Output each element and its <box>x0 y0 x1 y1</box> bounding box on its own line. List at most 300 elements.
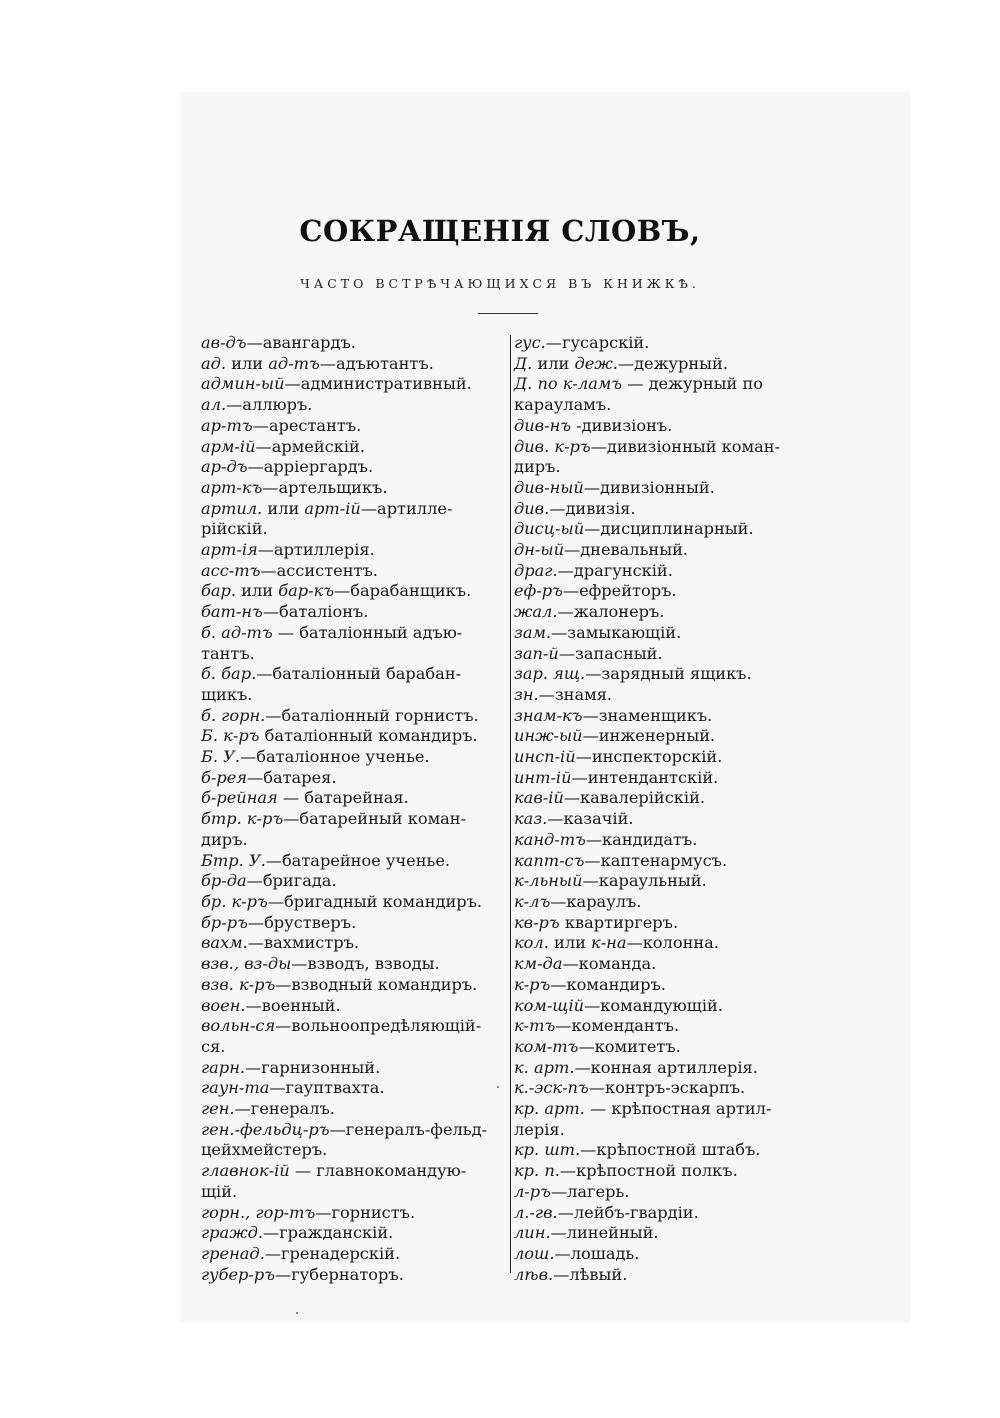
entry-separator: - <box>571 415 582 435</box>
entry-separator: — <box>550 974 567 994</box>
entry-definition: гауптвахта. <box>285 1078 385 1098</box>
entry-abbreviation: б-рейная <box>201 788 278 808</box>
glossary-entry <box>201 933 509 954</box>
glossary-entry <box>201 664 509 705</box>
entry-continuation: тантъ. <box>201 643 255 663</box>
entry-definition: главнокомандую- <box>316 1161 467 1181</box>
glossary-entry <box>514 1037 824 1058</box>
entry-separator: — <box>571 767 588 787</box>
entry-abbreviation: губер-ръ <box>201 1264 276 1284</box>
entry-separator: — <box>263 1223 280 1243</box>
entry-separator: — <box>582 726 599 746</box>
entry-definition: инспекторскій. <box>591 747 723 767</box>
entry-separator: — <box>562 954 579 974</box>
entry-definition: лагерь. <box>567 1181 630 1201</box>
entry-abbreviation: зн. <box>514 684 539 704</box>
entry-continuation: рійскій. <box>201 519 268 539</box>
entry-separator: — <box>334 581 351 601</box>
entry-abbreviation: кр. арт. <box>514 1099 585 1119</box>
entry-definition: гренадерскій. <box>281 1243 401 1263</box>
page-title: СОКРАЩЕНІЯ СЛОВЪ, <box>299 214 701 248</box>
glossary-entry <box>201 602 509 623</box>
entry-separator: — <box>584 850 601 870</box>
entry-abbreviation: б. горн. <box>201 705 266 725</box>
entry-separator: — <box>272 622 300 642</box>
entry-separator: — <box>585 664 602 684</box>
entry-abbreviation: км-да <box>514 954 563 974</box>
entry-definition: барабанщикъ. <box>350 581 472 601</box>
entry-definition: лошадь. <box>570 1243 640 1263</box>
glossary-entry <box>201 437 509 458</box>
entry-continuation: лерія. <box>514 1119 565 1139</box>
entry-separator: — <box>558 643 575 663</box>
glossary-entry <box>201 954 509 975</box>
entry-separator: — <box>267 891 285 911</box>
glossary-entry <box>201 354 509 375</box>
entry-abbreviation: гаун-та <box>201 1078 270 1098</box>
entry-separator: — <box>563 788 580 808</box>
entry-definition: кавалерійскій. <box>580 788 706 808</box>
entry-definition: артилле- <box>377 498 453 518</box>
entry-definition: аллюръ. <box>242 395 313 415</box>
entry-separator: — <box>588 1078 605 1098</box>
glossary-entry <box>514 540 824 561</box>
entry-separator: — <box>557 1202 574 1222</box>
glossary-entry <box>201 581 509 602</box>
glossary-entry <box>201 374 509 395</box>
entry-separator: — <box>319 353 336 373</box>
entry-abbreviation: ар-дъ <box>201 457 248 477</box>
entry-abbreviation: к-лъ <box>514 891 551 911</box>
glossary-entry <box>514 664 824 685</box>
print-speck <box>296 1312 298 1314</box>
glossary-entry <box>201 726 509 747</box>
right-column <box>514 333 824 1285</box>
entry-abbreviation: б-рея <box>201 767 248 787</box>
entry-definition: конная артиллерія. <box>590 1057 758 1077</box>
entry-abbreviation-alt: деж. <box>574 353 618 373</box>
glossary-entry <box>514 644 824 665</box>
glossary-entry <box>201 623 509 664</box>
glossary-entry <box>514 706 824 727</box>
entry-separator: — <box>575 747 592 767</box>
entry-definition: артельщикъ. <box>278 477 388 497</box>
entry-abbreviation: ком-тъ <box>514 1036 579 1056</box>
entry-definition: баталіонный барабан- <box>272 664 462 684</box>
glossary-entry <box>201 1265 509 1286</box>
entry-abbreviation: канд-тъ <box>514 829 586 849</box>
entry-abbreviation: взв. к-ръ <box>201 974 276 994</box>
entry-definition: каптенармусъ. <box>600 850 728 870</box>
entry-separator: — <box>585 829 603 849</box>
glossary-entry <box>514 1265 824 1286</box>
glossary-entry <box>201 851 509 872</box>
entry-separator: — <box>247 767 264 787</box>
entry-abbreviation: арт-къ <box>201 477 263 497</box>
entry-separator: — <box>284 374 301 394</box>
glossary-entry <box>201 913 509 934</box>
entry-definition: батарейное ученье. <box>281 850 451 870</box>
entry-separator: — <box>265 850 282 870</box>
entry-definition: или <box>241 581 279 601</box>
entry-abbreviation-alt: ад-тъ <box>268 353 320 373</box>
glossary-entry <box>514 354 824 375</box>
entry-definition: арріергардъ. <box>263 457 374 477</box>
glossary-entry <box>201 540 509 561</box>
glossary-entry <box>201 1099 509 1120</box>
glossary-entry <box>201 747 509 768</box>
entry-separator: — <box>584 1099 612 1119</box>
entry-separator: — <box>578 1036 595 1056</box>
entry-definition: дневальный. <box>580 540 689 560</box>
glossary-entry <box>514 747 824 768</box>
glossary-entry <box>201 996 509 1017</box>
glossary-entry <box>201 478 509 499</box>
entry-definition: дивизіонъ. <box>581 415 673 435</box>
entry-definition: или <box>267 498 305 518</box>
entry-separator: — <box>626 933 643 953</box>
page-subtitle: ЧАСТО ВСТРѢЧАЮЩИХСЯ ВЪ КНИЖКѢ. <box>300 276 700 291</box>
entry-abbreviation: бр-да <box>201 871 247 891</box>
entry-abbreviation: ген.-фельдц-ръ <box>201 1119 330 1139</box>
glossary-entry <box>201 561 509 582</box>
entry-abbreviation: Бтр. У. <box>201 850 266 870</box>
entry-separator: — <box>538 684 555 704</box>
glossary-entry <box>514 416 824 437</box>
entry-continuation: щій. <box>201 1181 238 1201</box>
entry-separator: — <box>550 1181 568 1201</box>
entry-separator: — <box>547 809 564 829</box>
glossary-entry <box>201 1120 509 1161</box>
entry-abbreviation: бр-ръ <box>201 912 248 932</box>
entry-definition: гарнизонный. <box>261 1057 381 1077</box>
entry-definition: контръ-эскарпъ. <box>604 1078 746 1098</box>
glossary-entry <box>514 333 824 354</box>
entry-abbreviation: драг. <box>514 560 558 580</box>
entry-abbreviation: знам-къ <box>514 705 583 725</box>
glossary-entry <box>514 561 824 582</box>
entry-definition: взводъ, взводы. <box>307 954 440 974</box>
entry-definition: гражданскій. <box>279 1223 394 1243</box>
glossary-entry <box>201 975 509 996</box>
glossary-entry <box>514 1161 824 1182</box>
entry-definition: взводный командиръ. <box>291 974 478 994</box>
glossary-entry <box>514 996 824 1017</box>
entry-abbreviation: гражд. <box>201 1223 263 1243</box>
entry-separator: — <box>234 1099 251 1119</box>
entry-abbreviation: див. к-ръ <box>514 436 591 456</box>
glossary-entry <box>514 788 824 809</box>
entry-definition: дисциплинарный. <box>600 519 754 539</box>
entry-definition: вахмистръ. <box>263 933 360 953</box>
entry-separator: — <box>555 1016 572 1036</box>
entry-definition: линейный. <box>566 1223 659 1243</box>
entry-definition: или <box>537 353 575 373</box>
entry-abbreviation: к-ръ <box>514 974 551 994</box>
entry-continuation: щикъ. <box>201 684 253 704</box>
entry-abbreviation: гренад. <box>201 1243 265 1263</box>
entry-abbreviation: арт-ія <box>201 540 258 560</box>
entry-abbreviation: воен. <box>201 995 246 1015</box>
glossary-entry <box>514 685 824 706</box>
entry-definition: драгунскій. <box>573 560 673 580</box>
glossary-entry <box>201 1058 509 1079</box>
entry-definition: дивизіонный коман- <box>606 436 781 456</box>
entry-separator: — <box>247 912 265 932</box>
entry-separator: — <box>245 1057 262 1077</box>
glossary-entry <box>514 602 824 623</box>
glossary-entry <box>514 478 824 499</box>
column-divider <box>510 335 511 1273</box>
entry-separator: — <box>360 498 378 518</box>
entry-separator: — <box>551 622 568 642</box>
entry-abbreviation: артил. <box>201 498 263 518</box>
entry-abbreviation: инж-ый <box>514 726 583 746</box>
entry-abbreviation-alt: бар-къ <box>278 581 335 601</box>
entry-abbreviation: зам. <box>514 622 552 642</box>
entry-abbreviation: главнок-ій <box>201 1161 290 1181</box>
entry-abbreviation: ар-тъ <box>201 415 253 435</box>
entry-separator: — <box>291 954 308 974</box>
glossary-entry <box>201 788 509 809</box>
entry-separator: — <box>265 705 282 725</box>
entry-separator: — <box>275 1264 292 1284</box>
entry-abbreviation: див-нъ <box>514 415 572 435</box>
glossary-entry <box>514 519 824 540</box>
entry-definition: запасный. <box>575 643 663 663</box>
entry-abbreviation: ав-дъ <box>201 333 247 352</box>
entry-separator: — <box>590 436 607 456</box>
glossary-entry <box>514 933 824 954</box>
entry-abbreviation: бр. к-ръ <box>201 891 268 911</box>
entry-abbreviation: зар. ящ. <box>514 664 586 684</box>
entry-abbreviation: лѣв. <box>514 1264 554 1284</box>
entry-definition: ефрейторъ. <box>579 581 677 601</box>
entry-abbreviation: дн-ый <box>514 540 565 560</box>
entry-definition: комендантъ. <box>571 1016 680 1036</box>
entry-definition: казачій. <box>563 809 634 829</box>
entry-separator: — <box>255 436 272 456</box>
entry-definition: колонна. <box>642 933 719 953</box>
entry-separator: — <box>226 395 243 415</box>
entry-separator: — <box>247 457 264 477</box>
entry-abbreviation: лош. <box>514 1243 555 1263</box>
entry-separator: — <box>257 540 274 560</box>
entry-separator: — <box>246 871 263 891</box>
glossary-entry <box>201 1016 509 1057</box>
entry-abbreviation: ген. <box>201 1099 235 1119</box>
entry-abbreviation: л-ръ <box>514 1181 551 1201</box>
entry-definition: брустверъ. <box>264 912 357 932</box>
entry-abbreviation: кв-ръ <box>514 912 560 932</box>
glossary-entry <box>514 1203 824 1224</box>
entry-separator: — <box>550 891 567 911</box>
entry-abbreviation: бат-нъ <box>201 602 263 622</box>
entry-separator: — <box>583 477 601 497</box>
entry-definition: дежурный. <box>634 353 728 373</box>
entry-abbreviation: ком-щій <box>514 995 585 1015</box>
entry-separator: — <box>315 1202 332 1222</box>
entry-definition: комитетъ. <box>594 1036 681 1056</box>
entry-definition: командующій. <box>600 995 723 1015</box>
glossary-entry <box>514 913 824 934</box>
entry-definition: знаменщикъ. <box>598 705 713 725</box>
glossary-entry <box>514 726 824 747</box>
entry-definition: вольноопредѣляющій- <box>291 1016 482 1036</box>
entry-separator: — <box>562 581 580 601</box>
entry-abbreviation: кр. шт. <box>514 1140 581 1160</box>
entry-separator: — <box>559 1161 577 1181</box>
entry-abbreviation: лин. <box>514 1223 551 1243</box>
entry-separator: — <box>262 477 279 497</box>
entry-definition: дежурный по <box>648 374 764 394</box>
glossary-entry <box>514 374 824 415</box>
glossary-entry <box>201 1223 509 1244</box>
entry-abbreviation-alt: к-на <box>591 933 627 953</box>
entry-separator: — <box>574 1057 591 1077</box>
glossary-entry <box>514 954 824 975</box>
entry-definition: квартиргеръ. <box>564 912 679 932</box>
entry-abbreviation: Б. к-ръ <box>201 726 260 746</box>
glossary-entry <box>514 975 824 996</box>
entry-definition: инженерный. <box>598 726 716 746</box>
glossary-entry <box>514 1223 824 1244</box>
entry-continuation: диръ. <box>201 829 248 849</box>
glossary-entry <box>201 395 509 416</box>
entry-abbreviation: вольн-ся <box>201 1016 276 1036</box>
entry-definition: караулъ. <box>566 891 642 911</box>
entry-definition: баталіонное ученье. <box>256 747 430 767</box>
glossary-entry <box>514 830 824 851</box>
entry-definition: губернаторъ. <box>291 1264 404 1284</box>
entry-definition: административный. <box>300 374 472 394</box>
entry-definition: лейбъ-гвардіи. <box>573 1202 699 1222</box>
entry-definition: лѣвый. <box>569 1264 628 1284</box>
entry-abbreviation: зап-й <box>514 643 559 663</box>
entry-definition: крѣпостной полкъ. <box>576 1161 738 1181</box>
glossary-entry <box>201 1078 509 1099</box>
entry-separator: — <box>269 1078 286 1098</box>
entry-definition: батарея. <box>263 767 337 787</box>
entry-separator: — <box>252 415 269 435</box>
entry-definition: знамя. <box>554 684 613 704</box>
entry-separator: — <box>260 560 277 580</box>
glossary-entry <box>201 416 509 437</box>
glossary-entry <box>201 333 509 354</box>
glossary-entry <box>201 809 509 850</box>
entry-abbreviation: Д. по к-ламъ <box>514 374 623 394</box>
entry-definition: команда. <box>578 954 657 974</box>
entry-abbreviation: каз. <box>514 809 548 829</box>
entry-abbreviation: к.-эск-пъ <box>514 1078 589 1098</box>
entry-definition: артиллерія. <box>273 540 375 560</box>
entry-separator: — <box>550 1223 567 1243</box>
title-rule <box>478 313 538 314</box>
entry-definition: баталіонный командиръ. <box>264 726 478 746</box>
entry-separator: — <box>275 974 292 994</box>
glossary-entry <box>201 1244 509 1265</box>
entry-abbreviation: горн., гор-тъ <box>201 1202 316 1222</box>
entry-separator: — <box>275 1016 292 1036</box>
entry-abbreviation: вахм. <box>201 933 248 953</box>
entry-abbreviation: арм-ій <box>201 436 256 456</box>
entry-definition: генералъ. <box>250 1099 335 1119</box>
entry-definition: крѣпостной штабъ. <box>596 1140 761 1160</box>
glossary-entry <box>514 499 824 520</box>
entry-abbreviation: к-тъ <box>514 1016 556 1036</box>
entry-continuation: карауламъ. <box>514 395 612 415</box>
entry-separator: — <box>277 788 305 808</box>
entry-separator: — <box>545 333 562 352</box>
glossary-entry <box>514 623 824 644</box>
glossary-entry <box>514 581 824 602</box>
entry-separator: — <box>289 1161 317 1181</box>
entry-definition: баталіонный адъю- <box>299 622 463 642</box>
entry-definition: авангардъ. <box>262 333 356 352</box>
entry-separator: — <box>584 519 601 539</box>
entry-definition: интендантскій. <box>587 767 719 787</box>
entry-abbreviation: дисц-ый <box>514 519 585 539</box>
entry-separator: — <box>564 540 581 560</box>
entry-separator: — <box>247 933 264 953</box>
entry-definition: арестантъ. <box>268 415 362 435</box>
entry-separator: — <box>553 1264 570 1284</box>
print-speck <box>497 1086 499 1088</box>
entry-separator: — <box>580 1140 597 1160</box>
entry-separator: — <box>240 747 257 767</box>
glossary-entry <box>201 871 509 892</box>
entry-definition: дивизіонный. <box>600 477 715 497</box>
entry-separator: — <box>264 1243 282 1263</box>
entry-definition: батарейная. <box>304 788 409 808</box>
entry-abbreviation: инсп-ій <box>514 747 576 767</box>
entry-separator: — <box>283 809 300 829</box>
entry-abbreviation: админ-ый <box>201 374 285 394</box>
entry-abbreviation: кав-ій <box>514 788 564 808</box>
glossary-entry <box>514 437 824 478</box>
entry-abbreviation: капт-съ <box>514 850 585 870</box>
entry-abbreviation: к-льный <box>514 871 583 891</box>
glossary-entry <box>514 1016 824 1037</box>
glossary-entry <box>514 1058 824 1079</box>
entry-abbreviation: ал. <box>201 395 227 415</box>
entry-abbreviation: взв., вз-ды <box>201 954 292 974</box>
glossary-entry <box>514 809 824 830</box>
entry-continuation: ся. <box>201 1036 226 1056</box>
entry-abbreviation: див-ный <box>514 477 584 497</box>
glossary-entry <box>201 499 509 540</box>
entry-definition: гусарскій. <box>561 333 650 352</box>
entry-definition: адъютантъ. <box>335 353 434 373</box>
entry-definition: бригада. <box>262 871 337 891</box>
entry-definition: баталіонный горнистъ. <box>281 705 479 725</box>
entry-separator: — <box>256 664 273 684</box>
entry-abbreviation-alt: арт-ій <box>304 498 361 518</box>
entry-definition: караульный. <box>598 871 707 891</box>
entry-definition: командиръ. <box>566 974 666 994</box>
entry-definition: военный. <box>261 995 341 1015</box>
entry-definition: дивизія. <box>565 498 636 518</box>
glossary-entry <box>514 1140 824 1161</box>
glossary-entry <box>201 1161 509 1202</box>
entry-definition: замыкающій. <box>567 622 682 642</box>
entry-abbreviation: асс-тъ <box>201 560 261 580</box>
glossary-entry <box>514 1078 824 1099</box>
entry-separator: — <box>262 602 279 622</box>
entry-definition: бригадный командиръ. <box>284 891 483 911</box>
entry-definition: горнистъ. <box>331 1202 416 1222</box>
glossary-entry <box>201 1203 509 1224</box>
